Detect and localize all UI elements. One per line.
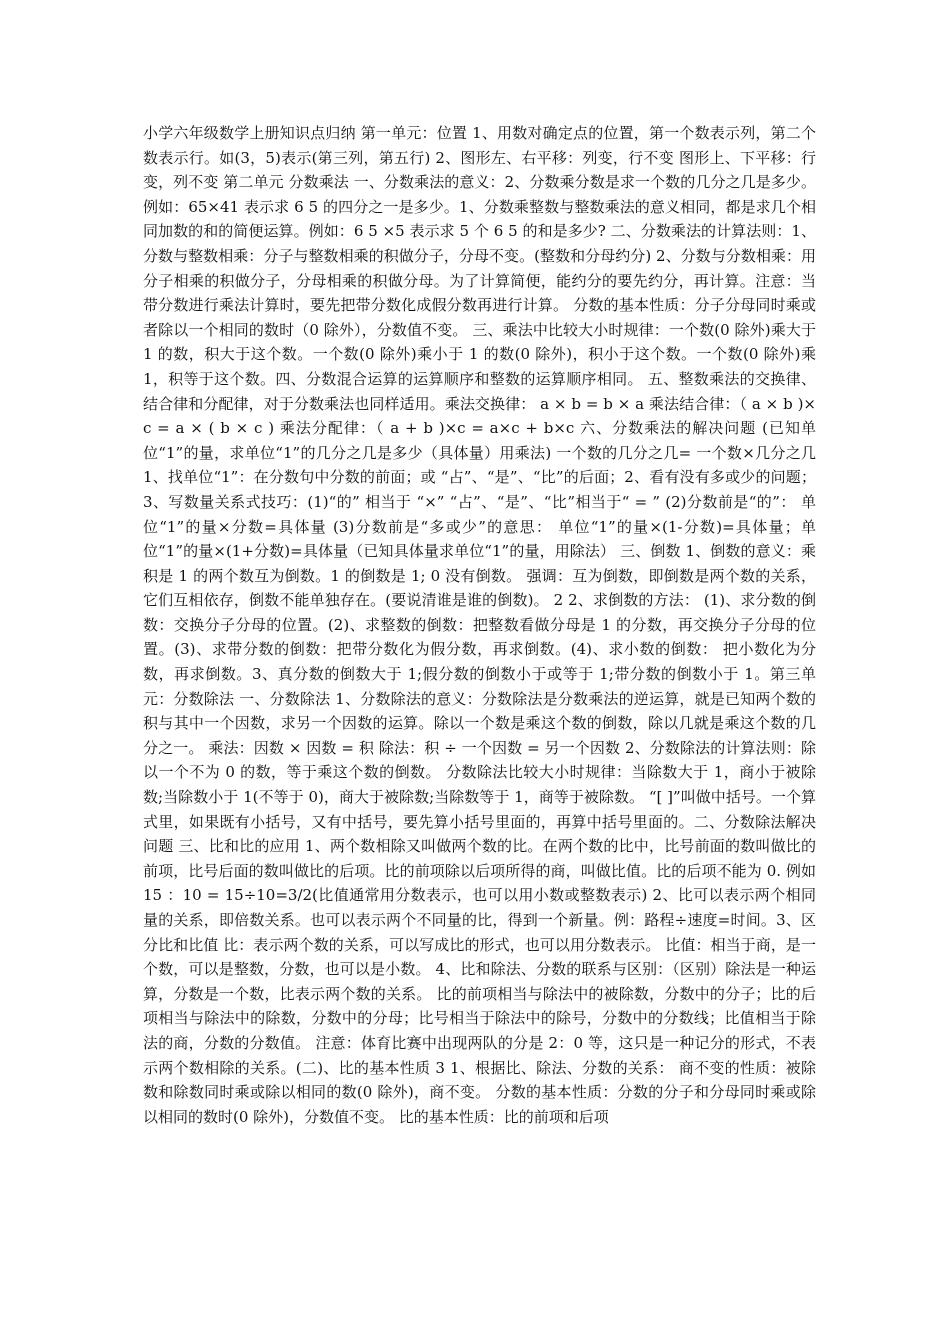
document-page <box>143 121 816 1129</box>
document-body-text: 小学六年级数学上册知识点归纳 第一单元：位置 1、用数对确定点的位置，第一个数表示列，第二个数表示行。如(3，5)表示(第三列，第五行) 2、图形左、右平移：列变，行不变 图形上、下平移：行变，列不变 第二单元 分数乘法 一、分数乘法的意义：2、分数乘分数是求一个数的几分之几是多少。例如：65×41 表示求 6 5 的四分之一是多少。1、分数乘整数与整数乘法的意义相同，都是求几个相同加数的和的简便运算。例如：6 5 ×5 表示求 5 个 6 5 的和是多少? 二、分数乘法的计算法则：1、分数与整数相乘：分子与整数相乘的积做分子，分母不变。(整数和分母约分) 2、分数与分数相乘：用分子相乘的积做分子，分母相乘的积做分母。为了计算简便，能约分的要先约分，再计算。注意：当带分数进行乘法计算时，要先把带分数化成假分数再进行计算。 分数的基本性质：分子分母同时乘或者除以一个相同的数时（0 除外），分数值不变。 三、乘法中比较大小时规律：一个数(0 除外)乘大于 1 的数，积大于这个数。一个数(0 除外)乘小于 1 的数(0 除外)，积小于这个数。一个数(0 除外)乘 1，积等于这个数。四、分数混合运算的运算顺序和整数的运算顺序相同。 五、整数乘法的交换律、结合律和分配律，对于分数乘法也同样适用。乘法交换律： a × b = b × a 乘法结合律：（ a × b )×c = a × ( b × c ) 乘法分配律：（ a + b )×c = a×c + b×c 六、分数乘法的解决问题 (已知单位“1”的量，求单位“1”的几分之几是多少（具体量）用乘法) 一个数的几分之几= 一个数×几分之几 1、找单位“1”：在分数句中分数的前面；或 “占”、“是”、“比”的后面；2、看有没有多或少的问题； 3、写数量关系式技巧：(1)“的” 相当于 “×” “占”、“是”、“比”相当于“ = ” (2)分数前是“的”： 单位“1”的量×分数=具体量 (3)分数前是“多或少”的意思： 单位“1”的量×(1-分数)=具体量；单位“1”的量×(1+分数)=具体量（已知具体量求单位“1”的量，用除法） 三、倒数 1、倒数的意义：乘积是 1 的两个数互为倒数。1 的倒数是 1; 0 没有倒数。 强调：互为倒数，即倒数是两个数的关系，它们互相依存，倒数不能单独存在。(要说清谁是谁的倒数)。 2 2、求倒数的方法： (1)、求分数的倒数：交换分子分母的位置。(2)、求整数的倒数：把整数看做分母是 1 的分数，再交换分子分母的位置。(3)、求带分数的倒数：把带分数化为假分数，再求倒数。(4)、求小数的倒数： 把小数化为分数，再求倒数。3、真分数的倒数大于 1;假分数的倒数小于或等于 1;带分数的倒数小于 1。第三单元：分数除法 一、分数除法 1、分数除法的意义：分数除法是分数乘法的逆运算，就是已知两个数的积与其中一个因数，求另一个因数的运算。除以一个数是乘这个数的倒数，除以几就是乘这个数的几分之一。 乘法：因数 × 因数 = 积 除法：积 ÷ 一个因数 = 另一个因数 2、分数除法的计算法则：除以一个不为 0 的数，等于乘这个数的倒数。 分数除法比较大小时规律：当除数大于 1，商小于被除数;当除数小于 1(不等于 0)，商大于被除数;当除数等于 1，商等于被除数。 “[ ]”叫做中括号。一个算式里，如果既有小括号，又有中括号，要先算小括号里面的，再算中括号里面的。二、分数除法解决问题 三、比和比的应用 1、两个数相除又叫做两个数的比。在两个数的比中，比号前面的数叫做比的前项，比号后面的数叫做比的后项。比的前项除以后项所得的商，叫做比值。比的后项不能为 0. 例如 15 ：10 = 15÷10=3/2(比值通常用分数表示，也可以用小数或整数表示) 2、比可以表示两个相同量的关系，即倍数关系。也可以表示两个不同量的比，得到一个新量。例：路程÷速度=时间。3、区分比和比值 比：表示两个数的关系，可以写成比的形式，也可以用分数表示。 比值：相当于商，是一个数，可以是整数，分数，也可以是小数。 4、比和除法、分数的联系与区别：（区别）除法是一种运算，分数是一个数，比表示两个数的关系。 比的前项相当与除法中的被除数，分数中的分子；比的后项相当与除法中的除数，分数中的分母；比号相当于除法中的除号，分数中的分数线；比值相当于除法的商，分数的分数值。 注意：体育比赛中出现两队的分是 2：0 等，这只是一种记分的形式，不表示两个数相除的关系。(二)、比的基本性质 3 1、根据比、除法、分数的关系： 商不变的性质：被除数和除数同时乘或除以相同的数(0 除外)，商不变。 分数的基本性质：分数的分子和分母同时乘或除以相同的数时(0 除外)，分数值不变。 比的基本性质：比的前项和后项 <box>143 124 816 1126</box>
